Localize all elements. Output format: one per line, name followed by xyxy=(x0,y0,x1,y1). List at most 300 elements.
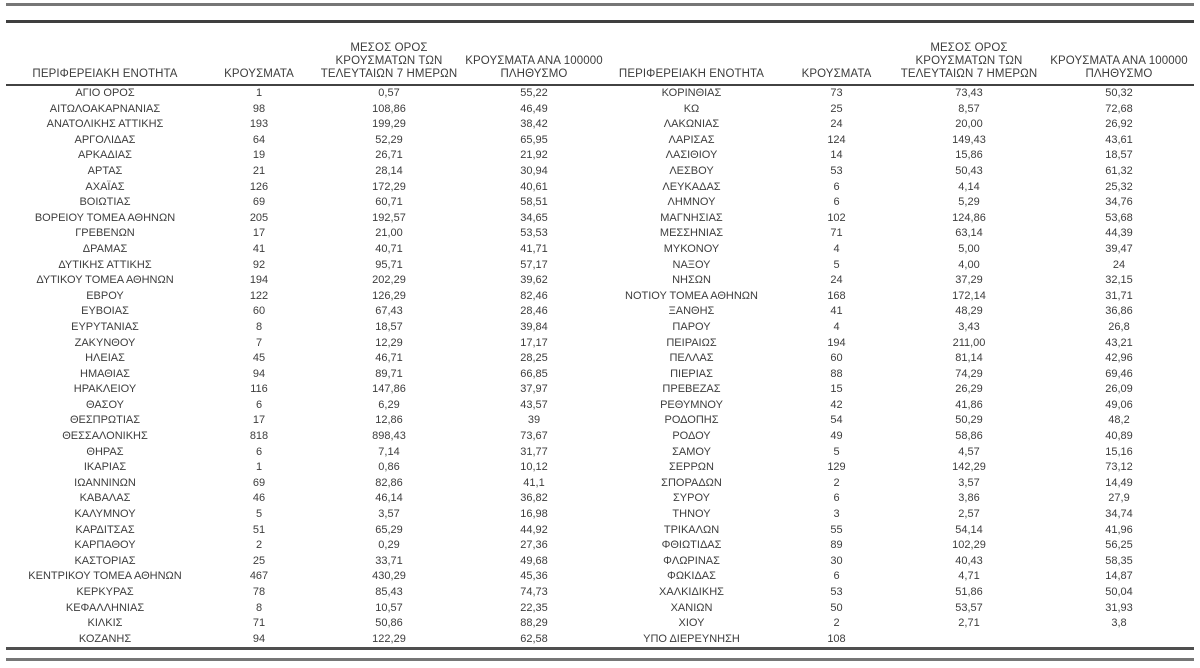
region-cell: ΛΕΣΒΟΥ xyxy=(669,164,714,177)
per100k-cell: 27,36 xyxy=(520,539,548,552)
region-cell: ΚΕΡΚΥΡΑΣ xyxy=(76,586,134,598)
cases-cell: 15 xyxy=(830,383,843,396)
per100k-cell: 31,93 xyxy=(1105,601,1133,614)
table-row xyxy=(6,164,1194,180)
cases-cell: 54 xyxy=(830,414,843,427)
avg7-cell: 63,14 xyxy=(955,227,983,240)
avg7-cell: 82,86 xyxy=(375,476,403,489)
table-row xyxy=(6,336,1194,352)
header-per100k-line2: ΠΛΗΘΥΣΜΟ xyxy=(500,68,568,80)
avg7-cell: 898,43 xyxy=(372,430,406,443)
region-cell: ΠΡΕΒΕΖΑΣ xyxy=(662,383,721,396)
table-row xyxy=(6,85,1194,102)
avg7-cell: 48,29 xyxy=(955,305,983,318)
avg7-cell: 5,00 xyxy=(958,242,980,255)
table-row xyxy=(6,538,1194,554)
region-cell: ΝΟΤΙΟΥ ΤΟΜΕΑ ΑΘΗΝΩΝ xyxy=(625,289,758,302)
avg7-cell: 122,29 xyxy=(372,632,406,645)
cases-cell: 122 xyxy=(249,289,269,302)
avg7-cell: 0,29 xyxy=(378,539,400,552)
per100k-cell: 39,84 xyxy=(520,320,548,333)
region-cell: ΑΧΑΪΑΣ xyxy=(85,180,125,193)
per100k-cell: 16,98 xyxy=(520,508,548,521)
per100k-cell: 15,16 xyxy=(1105,445,1133,458)
cases-cell: 69 xyxy=(252,476,266,489)
cases-cell: 53 xyxy=(830,164,843,177)
per100k-cell: 10,12 xyxy=(520,461,548,474)
region-cell: ΘΑΣΟΥ xyxy=(85,398,125,411)
avg7-cell: 95,71 xyxy=(375,258,403,271)
header-region-right xyxy=(604,23,779,85)
table-row xyxy=(6,507,1194,523)
region-cell: ΚΑΛΥΜΝΟΥ xyxy=(74,508,136,521)
header-per100k-left xyxy=(464,23,604,85)
table-row xyxy=(6,320,1194,336)
region-cell: ΓΡΕΒΕΝΩΝ xyxy=(75,227,135,240)
avg7-cell: 21,00 xyxy=(375,227,403,240)
per100k-cell: 22,35 xyxy=(520,601,548,614)
region-cell: ΛΗΜΝΟΥ xyxy=(667,196,716,209)
avg7-cell: 5,29 xyxy=(958,196,980,209)
avg7-cell: 58,86 xyxy=(955,430,983,443)
region-cell: ΚΑΒΑΛΑΣ xyxy=(79,492,131,505)
header-per100k-line2: ΠΛΗΘΥΣΜΟ xyxy=(1085,68,1153,80)
header-cases-right xyxy=(779,23,894,85)
table-row xyxy=(6,117,1194,133)
avg7-cell: 40,71 xyxy=(375,242,403,255)
cases-cell: 8 xyxy=(255,601,263,614)
per100k-cell: 14,49 xyxy=(1105,476,1133,489)
region-cell: ΥΠΟ ΔΙΕΡΕΥΝΗΣΗ xyxy=(643,632,740,645)
header-row xyxy=(6,23,1194,85)
per100k-cell: 66,85 xyxy=(520,367,548,380)
per100k-cell: 56,25 xyxy=(1105,539,1133,552)
region-cell: ΛΑΣΙΘΙΟΥ xyxy=(665,149,718,162)
avg7-cell: 40,43 xyxy=(955,554,983,567)
per100k-cell: 69,46 xyxy=(1105,367,1133,380)
header-avg7-line1: ΜΕΣΟΣ ΟΡΟΣ xyxy=(930,42,1008,54)
region-cell: ΠΕΙΡΑΙΩΣ xyxy=(666,336,717,349)
cases-cell: 94 xyxy=(252,632,266,645)
region-cell: ΦΛΩΡΙΝΑΣ xyxy=(663,554,720,567)
per100k-cell: 65,95 xyxy=(520,133,548,146)
avg7-cell: 41,86 xyxy=(955,398,983,411)
cases-cell: 7 xyxy=(255,336,263,349)
per100k-cell: 57,17 xyxy=(520,258,548,271)
per100k-cell: 44,39 xyxy=(1105,227,1133,240)
avg7-cell: 74,29 xyxy=(955,367,983,380)
cases-cell: 205 xyxy=(249,211,269,224)
cases-cell: 2 xyxy=(833,476,840,489)
region-cell: ΗΜΑΘΙΑΣ xyxy=(80,367,130,380)
avg7-cell: 430,29 xyxy=(372,570,406,583)
avg7-cell: 15,86 xyxy=(955,149,983,162)
avg7-cell: 126,29 xyxy=(372,289,406,302)
avg7-cell: 89,71 xyxy=(375,367,403,380)
per100k-cell: 73,12 xyxy=(1105,461,1133,474)
cases-cell: 88 xyxy=(830,367,843,380)
table-row xyxy=(6,476,1194,492)
bottom-rule-outer xyxy=(6,658,1194,661)
cases-cell: 6 xyxy=(255,398,263,411)
table-row xyxy=(6,367,1194,383)
per100k-cell: 41,1 xyxy=(523,476,545,489)
avg7-cell: 85,43 xyxy=(375,586,403,598)
per100k-cell: 32,15 xyxy=(1105,274,1133,287)
per100k-cell: 58,51 xyxy=(520,196,548,209)
avg7-cell: 2,57 xyxy=(958,508,980,521)
region-cell: ΚΟΡΙΝΘΙΑΣ xyxy=(661,87,722,99)
region-cell: ΑΡΤΑΣ xyxy=(87,164,123,177)
per100k-cell: 36,86 xyxy=(1105,305,1133,318)
table-row xyxy=(6,102,1194,118)
avg7-cell: 8,57 xyxy=(958,102,980,115)
cases-cell: 108 xyxy=(827,632,846,645)
header-avg7-line2: ΚΡΟΥΣΜΑΤΩΝ ΤΩΝ xyxy=(915,55,1023,67)
cases-cell: 6 xyxy=(833,180,840,193)
per100k-cell: 18,57 xyxy=(1105,149,1133,162)
region-cell: ΙΩΑΝΝΙΝΩΝ xyxy=(74,476,136,489)
per100k-cell: 43,57 xyxy=(520,398,548,411)
table-row xyxy=(6,413,1194,429)
cases-cell: 818 xyxy=(249,430,269,443)
per100k-cell: 27,9 xyxy=(1108,492,1130,505)
table-row xyxy=(6,133,1194,149)
cases-cell: 194 xyxy=(827,336,846,349)
region-cell: ΣΑΜΟΥ xyxy=(672,445,711,458)
region-cell: ΦΘΙΩΤΙΔΑΣ xyxy=(661,539,722,552)
region-cell: ΜΑΓΝΗΣΙΑΣ xyxy=(660,211,723,224)
region-cell: ΧΑΝΙΩΝ xyxy=(670,601,713,614)
region-cell: ΣΕΡΡΩΝ xyxy=(669,461,714,474)
per100k-cell: 21,92 xyxy=(520,149,548,162)
cases-cell: 92 xyxy=(252,258,266,271)
per100k-cell: 43,61 xyxy=(1105,133,1133,146)
per100k-cell: 49,68 xyxy=(520,554,548,567)
cases-cell: 124 xyxy=(827,133,846,146)
region-cell: ΚΑΣΤΟΡΙΑΣ xyxy=(74,554,136,567)
per100k-cell: 39,47 xyxy=(1105,242,1133,255)
region-cell: ΝΑΞΟΥ xyxy=(672,258,711,271)
region-cell: ΦΩΚΙΔΑΣ xyxy=(667,570,716,583)
header-avg7-line1: ΜΕΣΟΣ ΟΡΟΣ xyxy=(350,42,428,54)
region-cell: ΠΙΕΡΙΑΣ xyxy=(670,367,713,380)
header-avg7-left xyxy=(314,23,464,85)
cases-cell: 24 xyxy=(830,118,843,131)
header-cases-left xyxy=(204,23,314,85)
table-row xyxy=(6,398,1194,414)
avg7-cell: 4,57 xyxy=(958,445,980,458)
cases-cell: 46 xyxy=(252,492,266,505)
cases-cell: 2 xyxy=(833,617,840,630)
top-rule-outer xyxy=(6,3,1194,6)
per100k-cell: 25,32 xyxy=(1105,180,1133,193)
cases-cell: 467 xyxy=(249,570,269,583)
per100k-cell: 44,92 xyxy=(520,523,548,536)
cases-cell: 25 xyxy=(830,102,843,115)
per100k-cell: 31,71 xyxy=(1105,289,1133,302)
per100k-cell: 17,17 xyxy=(520,336,548,349)
region-cell: ΛΑΡΙΣΑΣ xyxy=(668,133,715,146)
region-cell: ΑΡΚΑΔΙΑΣ xyxy=(78,149,132,162)
table-header xyxy=(6,23,1194,85)
cases-cell: 2 xyxy=(255,539,263,552)
region-cell: ΡΕΘΥΜΝΟΥ xyxy=(660,398,723,411)
avg7-cell: 149,43 xyxy=(952,133,986,146)
avg7-cell: 50,29 xyxy=(955,414,983,427)
region-cell: ΜΕΣΣΗΝΙΑΣ xyxy=(659,227,724,240)
cases-cell: 4 xyxy=(833,320,840,333)
avg7-cell: 12,86 xyxy=(375,414,403,427)
per100k-cell: 50,04 xyxy=(1105,586,1133,598)
avg7-cell: 53,57 xyxy=(955,601,983,614)
cases-cell: 3 xyxy=(833,508,840,521)
regional-cases-table xyxy=(6,23,1194,647)
region-cell: ΞΑΝΘΗΣ xyxy=(668,305,715,318)
cases-cell: 5 xyxy=(833,445,840,458)
table-body xyxy=(6,85,1194,647)
per100k-cell: 14,87 xyxy=(1105,570,1133,583)
per100k-cell: 53,68 xyxy=(1105,211,1133,224)
cases-cell: 71 xyxy=(252,617,266,630)
header-avg7-line2: ΚΡΟΥΣΜΑΤΩΝ ΤΩΝ xyxy=(335,55,443,67)
header-region-label: ΠΕΡΙΦΕΡΕΙΑΚΗ ΕΝΟΤΗΤΑ xyxy=(32,68,178,80)
avg7-cell: 46,14 xyxy=(375,492,403,505)
avg7-cell: 3,57 xyxy=(378,508,400,521)
cases-cell: 116 xyxy=(250,383,268,396)
avg7-cell: 50,86 xyxy=(375,617,403,630)
region-cell: ΒΟΙΩΤΙΑΣ xyxy=(79,196,131,209)
per100k-cell: 48,2 xyxy=(1108,414,1130,427)
region-cell: ΑΝΑΤΟΛΙΚΗΣ ΑΤΤΙΚΗΣ xyxy=(46,118,164,131)
per100k-cell: 61,32 xyxy=(1105,164,1133,177)
per100k-cell: 45,36 xyxy=(520,570,548,583)
header-avg7-line3: ΤΕΛΕΥΤΑΙΩΝ 7 ΗΜΕΡΩΝ xyxy=(900,68,1038,80)
per100k-cell: 34,74 xyxy=(1105,508,1133,521)
avg7-cell: 7,14 xyxy=(378,445,400,458)
region-cell: ΔΡΑΜΑΣ xyxy=(82,242,128,255)
cases-cell: 55 xyxy=(830,523,843,536)
avg7-cell: 211,00 xyxy=(952,336,986,349)
report-page xyxy=(0,3,1200,668)
header-avg7-right xyxy=(894,23,1044,85)
per100k-cell: 73,67 xyxy=(520,430,548,443)
per100k-cell: 58,35 xyxy=(1105,554,1133,567)
table-row xyxy=(6,304,1194,320)
table-row xyxy=(6,554,1194,570)
table-row xyxy=(6,523,1194,539)
table-row xyxy=(6,491,1194,507)
per100k-cell: 43,21 xyxy=(1105,336,1133,349)
cases-cell: 1 xyxy=(255,87,263,99)
cases-cell: 25 xyxy=(252,554,266,567)
per100k-cell: 38,42 xyxy=(520,118,548,131)
per100k-cell: 40,89 xyxy=(1105,430,1133,443)
region-cell: ΠΑΡΟΥ xyxy=(672,320,711,333)
avg7-cell: 52,29 xyxy=(375,133,403,146)
cases-cell: 71 xyxy=(830,227,843,240)
avg7-cell: 3,86 xyxy=(958,492,980,505)
header-cases-label: ΚΡΟΥΣΜΑΤΑ xyxy=(224,68,294,80)
cases-cell: 73 xyxy=(830,87,843,99)
cases-cell: 6 xyxy=(833,570,840,583)
cases-cell: 168 xyxy=(827,289,846,302)
region-cell: ΚΩ xyxy=(683,102,700,115)
table-row xyxy=(6,148,1194,164)
avg7-cell: 102,29 xyxy=(952,539,986,552)
avg7-cell: 46,71 xyxy=(375,352,403,365)
avg7-cell: 192,57 xyxy=(372,211,406,224)
cases-cell: 50 xyxy=(830,601,843,614)
per100k-cell: 30,94 xyxy=(520,164,548,177)
cases-cell: 21 xyxy=(252,164,266,177)
table-row xyxy=(6,351,1194,367)
region-cell: ΕΒΡΟΥ xyxy=(86,289,124,302)
avg7-cell: 172,14 xyxy=(952,289,986,302)
cases-cell: 6 xyxy=(255,445,263,458)
per100k-cell: 31,77 xyxy=(520,445,548,458)
table-row xyxy=(6,180,1194,196)
per100k-cell: 24 xyxy=(1112,258,1126,271)
cases-cell: 8 xyxy=(255,320,263,333)
avg7-cell: 60,71 xyxy=(375,196,403,209)
region-cell: ΒΟΡΕΙΟΥ ΤΟΜΕΑ ΑΘΗΝΩΝ xyxy=(34,211,176,224)
per100k-cell: 39 xyxy=(527,414,541,427)
avg7-cell: 6,29 xyxy=(378,398,400,411)
avg7-cell: 28,14 xyxy=(375,164,403,177)
avg7-cell: 12,29 xyxy=(375,336,403,349)
region-cell: ΖΑΚΥΝΘΟΥ xyxy=(74,336,136,349)
table-row xyxy=(6,195,1194,211)
avg7-cell: 142,29 xyxy=(952,461,986,474)
per100k-cell: 42,96 xyxy=(1105,352,1133,365)
region-cell: ΕΥΒΟΙΑΣ xyxy=(81,305,129,318)
region-cell: ΧΙΟΥ xyxy=(678,617,705,630)
table-row xyxy=(6,460,1194,476)
avg7-cell: 202,29 xyxy=(372,274,406,287)
cases-cell: 41 xyxy=(830,305,843,318)
avg7-cell: 0,57 xyxy=(378,87,400,99)
table-row xyxy=(6,273,1194,289)
per100k-cell: 88,29 xyxy=(520,617,548,630)
table-row xyxy=(6,242,1194,258)
cases-cell: 1 xyxy=(255,461,263,474)
region-cell: ΘΕΣΣΑΛΟΝΙΚΗΣ xyxy=(62,430,148,443)
per100k-cell: 41,71 xyxy=(520,242,548,255)
region-cell: ΑΙΤΩΛΟΑΚΑΡΝΑΝΙΑΣ xyxy=(49,102,161,115)
table-row xyxy=(6,211,1194,227)
per100k-cell: 40,61 xyxy=(520,180,548,193)
table-row xyxy=(6,226,1194,242)
cases-cell: 126 xyxy=(249,180,269,193)
cases-cell: 6 xyxy=(833,196,840,209)
avg7-cell: 33,71 xyxy=(375,554,403,567)
region-cell: ΤΡΙΚΑΛΩΝ xyxy=(663,523,720,536)
region-cell: ΚΑΡΔΙΤΣΑΣ xyxy=(75,523,135,536)
avg7-cell: 172,29 xyxy=(372,180,406,193)
avg7-cell: 124,86 xyxy=(952,211,986,224)
cases-cell: 42 xyxy=(830,398,843,411)
cases-cell: 5 xyxy=(833,258,840,271)
region-cell: ΑΓΙΟ ΟΡΟΣ xyxy=(75,87,135,99)
table-row xyxy=(6,258,1194,274)
per100k-cell: 36,82 xyxy=(520,492,548,505)
avg7-cell: 50,43 xyxy=(955,164,983,177)
table-row xyxy=(6,382,1194,398)
region-cell: ΗΡΑΚΛΕΙΟΥ xyxy=(73,383,137,396)
region-cell: ΣΥΡΟΥ xyxy=(672,492,710,505)
cases-cell: 49 xyxy=(830,430,843,443)
region-cell: ΘΕΣΠΡΩΤΙΑΣ xyxy=(69,414,141,427)
cases-cell: 30 xyxy=(830,554,843,567)
region-cell: ΔΥΤΙΚΟΥ ΤΟΜΕΑ ΑΘΗΝΩΝ xyxy=(36,274,174,287)
table-row xyxy=(6,616,1194,632)
avg7-cell: 18,57 xyxy=(375,320,403,333)
cases-cell: 102 xyxy=(827,211,846,224)
avg7-cell: 4,00 xyxy=(958,258,980,271)
cases-cell: 17 xyxy=(252,414,266,427)
per100k-cell: 62,58 xyxy=(520,632,548,645)
table-row xyxy=(6,445,1194,461)
avg7-cell: 3,43 xyxy=(958,320,980,333)
region-cell: ΜΥΚΟΝΟΥ xyxy=(663,242,720,255)
per100k-cell: 46,49 xyxy=(520,102,548,115)
avg7-cell: 108,86 xyxy=(372,102,406,115)
avg7-cell: 2,71 xyxy=(958,617,980,630)
cases-cell: 5 xyxy=(255,508,263,521)
avg7-cell: 0,86 xyxy=(378,461,400,474)
avg7-cell: 10,57 xyxy=(375,601,403,614)
region-cell: ΚΟΖΑΝΗΣ xyxy=(78,632,132,645)
cases-cell: 64 xyxy=(252,133,266,146)
per100k-cell: 37,97 xyxy=(520,383,548,396)
per100k-cell: 28,25 xyxy=(520,352,548,365)
avg7-cell: 4,71 xyxy=(958,570,980,583)
region-cell: ΚΑΡΠΑΘΟΥ xyxy=(74,539,136,552)
per100k-cell: 26,09 xyxy=(1105,383,1133,396)
region-cell: ΕΥΡΥΤΑΝΙΑΣ xyxy=(71,320,139,333)
cases-cell: 14 xyxy=(830,149,843,162)
cases-cell: 51 xyxy=(252,523,266,536)
cases-cell: 24 xyxy=(830,274,843,287)
cases-cell: 53 xyxy=(830,586,843,598)
region-cell: ΘΗΡΑΣ xyxy=(86,445,124,458)
avg7-cell: 26,29 xyxy=(955,383,983,396)
region-cell: ΔΥΤΙΚΗΣ ΑΤΤΙΚΗΣ xyxy=(58,258,152,271)
per100k-cell: 28,46 xyxy=(520,305,548,318)
header-per100k-right xyxy=(1044,23,1194,85)
cases-cell: 129 xyxy=(827,461,846,474)
cases-cell: 98 xyxy=(252,102,266,115)
region-cell: ΚΕΦΑΛΛΗΝΙΑΣ xyxy=(65,601,145,614)
cases-cell: 60 xyxy=(830,352,843,365)
per100k-cell: 50,32 xyxy=(1105,87,1133,99)
per100k-cell: 72,68 xyxy=(1105,102,1133,115)
cases-cell: 89 xyxy=(830,539,843,552)
cases-cell: 45 xyxy=(252,352,266,365)
region-cell: ΤΗΝΟΥ xyxy=(672,508,711,521)
region-cell: ΣΠΟΡΑΔΩΝ xyxy=(661,476,722,489)
cases-cell: 17 xyxy=(252,227,266,240)
header-region-label: ΠΕΡΙΦΕΡΕΙΑΚΗ ΕΝΟΤΗΤΑ xyxy=(618,68,765,80)
cases-cell: 94 xyxy=(252,367,266,380)
region-cell: ΗΛΕΙΑΣ xyxy=(85,352,125,365)
region-cell: ΚΕΝΤΡΙΚΟΥ ΤΟΜΕΑ ΑΘΗΝΩΝ xyxy=(28,570,182,583)
table-row xyxy=(6,289,1194,305)
table-row xyxy=(6,601,1194,617)
avg7-cell: 65,29 xyxy=(375,523,403,536)
avg7-cell: 73,43 xyxy=(955,87,983,99)
